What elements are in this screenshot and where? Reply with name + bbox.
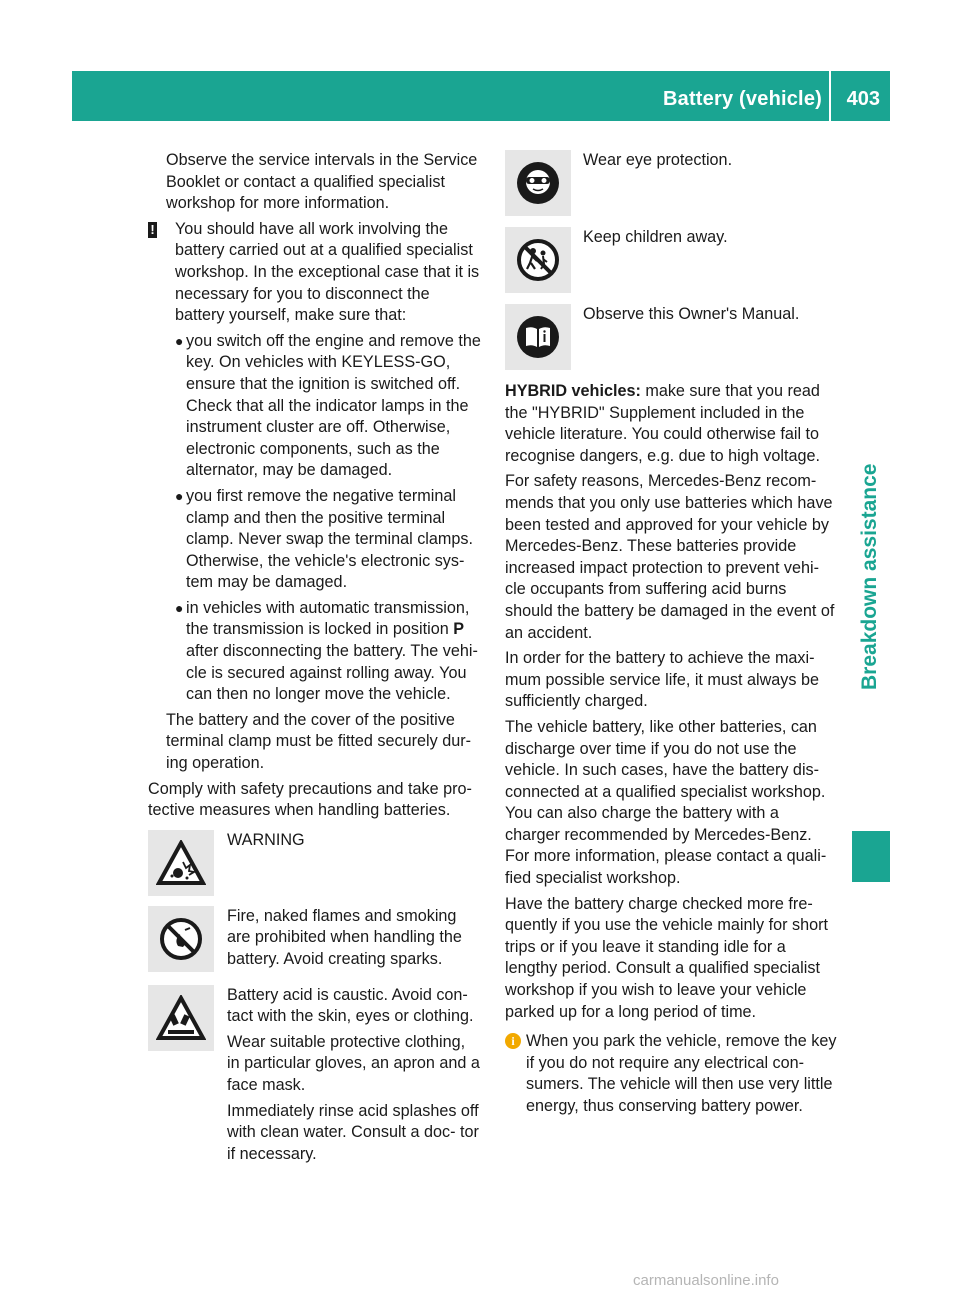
keep-children-away-icon [505, 227, 571, 293]
eye-protection-icon [505, 150, 571, 216]
bullet-icon: ● [175, 599, 184, 616]
corrosive-warning-icon [148, 985, 214, 1051]
watermark: carmanualsonline.info [633, 1272, 779, 1289]
info-text: When you park the vehicle, remove the key if you do not require any electrical con- sumers. The vehicle will then use very little energy, thus conserving battery power. [526, 1032, 837, 1115]
page-header [72, 71, 890, 121]
owners-manual-icon [505, 304, 571, 370]
charge-check-paragraph: Have the battery charge checked more fre- quently if you use the vehicle mainly for short trips or if you leave it standing idle for a lengthy period. Consult a qualified specialist workshop if you wish to leave your vehicle parked up for a long period of time. [505, 894, 829, 1021]
list-item: ● you switch off the engine and remove the key. On vehicles with KEYLESS-GO, ensure that the ignition is switched off. Check that all the indicator lamps in the instrument cluster are off. Otherwise, electronic components, such as the alternator, may be damaged. [175, 331, 481, 480]
service-life-paragraph: In order for the battery to achieve the maxi- mum possible service life, it must always be sufficiently charged. [505, 649, 819, 711]
bullet-icon: ● [175, 487, 184, 504]
manual-text: Observe this Owner's Manual. [583, 305, 800, 323]
acid-text-3: Immediately rinse acid splashes off with clean water. Consult a doc- tor if necessary. [227, 1101, 479, 1163]
manual-row [505, 304, 837, 370]
discharge-paragraph: The vehicle battery, like other batteries, can discharge over time if you do not use the vehicle. In such cases, have the battery dis- connected at a qualified specialist workshop. You can also charge the battery with a charger recommended by Mercedes-Benz. For more information, please contact a quali- fied specialist workshop. [505, 717, 827, 888]
chapter-marker [852, 831, 890, 882]
hybrid-paragraph: HYBRID vehicles: make sure that you read the "HYBRID" Supplement included in the vehicle literature. You could otherwise fail to recognise dangers, e.g. due to high voltage. [505, 382, 820, 465]
fire-row [148, 906, 482, 975]
section-title: Battery (vehicle) [662, 88, 822, 110]
acid-text-1: Battery acid is caustic. Avoid con- tact with the skin, eyes or clothing. [227, 985, 474, 1026]
list-item: ● in vehicles with automatic transmission, the transmission is locked in position P after disconnecting the battery. The vehi- cle is secured against rolling away. You can then no longer move the vehicle. [175, 598, 478, 704]
intro-paragraph: Observe the service intervals in the Service Booklet or contact a qualified specialist workshop for more information. [166, 151, 478, 213]
children-row [505, 227, 837, 293]
eye-text: Wear eye protection. [583, 151, 733, 169]
caution-text: You should have all work involving the battery carried out at a qualified specialist workshop. In the exceptional case that it is necessary for you to disconnect the battery yourself, make sure that: [175, 219, 480, 325]
info-icon: i [505, 1033, 521, 1049]
acid-text-2: Wear suitable protective clothing, in particular gloves, an apron and a face mask. [227, 1032, 480, 1094]
acid-row [148, 985, 482, 1170]
children-text: Keep children away. [583, 228, 728, 246]
safety-paragraph: For safety reasons, Mercedes-Benz recom- mends that you only use batteries which have been tested and approved for your vehicle by Mercedes-Benz. These batteries provide increased impact protection to prevent vehi- cle occupants from suffering acid burns should the battery be damaged in the event of an accident. [505, 472, 835, 642]
caution-list [148, 331, 482, 706]
caution-note [148, 219, 482, 327]
bullet-icon: ● [175, 332, 184, 349]
caution-icon: ! [148, 222, 157, 238]
no-fire-icon [148, 906, 214, 972]
eye-row [505, 150, 837, 216]
left-column [148, 150, 482, 1179]
warning-label: WARNING [227, 830, 305, 849]
list-item: ● you first remove the negative terminal clamp and then the positive terminal clamp. Never swap the terminal clamps. Otherwise, the vehicle's electronic sys- tem may be damaged. [175, 486, 473, 592]
warning-row [148, 830, 482, 896]
caution-closing: The battery and the cover of the positive terminal clamp must be fitted securely dur- ing operation. [166, 710, 471, 773]
comply-paragraph: Comply with safety precautions and take pro- tective measures when handling batteries. [148, 779, 472, 820]
header-divider [829, 71, 831, 121]
right-column [505, 150, 837, 1122]
page-number: 403 [846, 88, 880, 110]
explosion-warning-icon [148, 830, 214, 896]
fire-text: Fire, naked flames and smoking are prohibited when handling the battery. Avoid creating sparks. [227, 906, 462, 968]
info-note [505, 1031, 837, 1117]
